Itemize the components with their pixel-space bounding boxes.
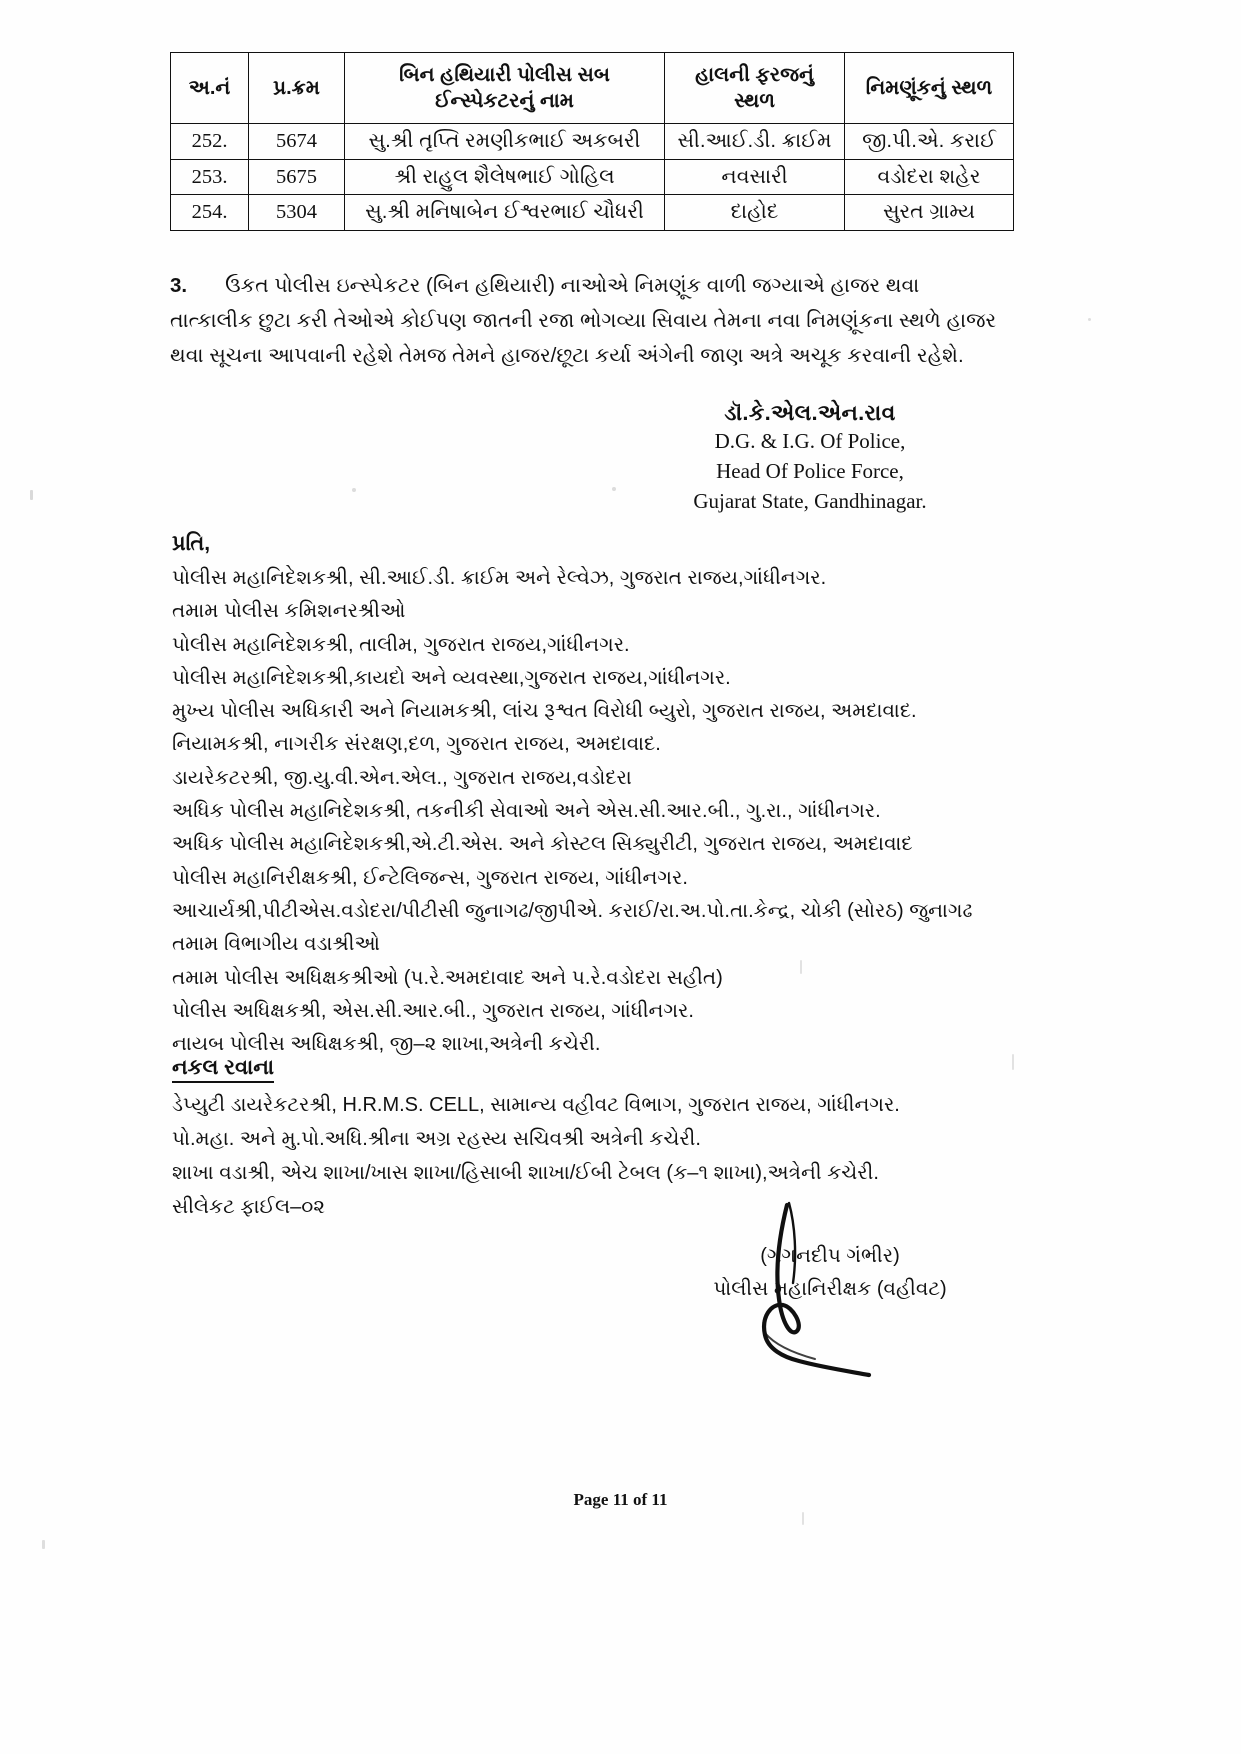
list-item: નિયામકશ્રી, નાગરીક સંરક્ષણ,દળ, ગુજરાત રાજય, અમદાવાદ. [172,733,661,756]
list-item: પોલીસ મહાનિદેશકશ્રી,કાયદો અને વ્યવસ્થા,ગુજરાત રાજય,ગાંધીનગર. [172,666,731,689]
nakal-heading: નકલ રવાના [172,1056,274,1083]
table-row [171,124,1014,160]
scan-speck [1088,318,1091,321]
cell-order-no: 5674 [249,124,345,160]
cell-current-posting: નવસારી [665,159,845,195]
header-current-posting-line2: સ્થળ [734,90,775,112]
list-item: નાયબ પોલીસ અધિક્ષકશ્રી, જી–૨ શાખા,અત્રેની કચેરી. [172,1033,601,1056]
cell-serial: 253. [171,159,249,195]
issuer-name: ડૉ.કે.એલ.એન.રાવ [724,400,896,425]
header-order-no: પ્ર.ક્રમ [249,53,345,124]
issuer-title-line1: D.G. & I.G. Of Police, [714,429,906,453]
cell-new-posting: વડોદરા શહેર [845,159,1014,195]
issuer-signature-block [600,400,1020,516]
counter-signatory-designation: પોલીસ મહાનિરીક્ષક (વહીવટ) [713,1278,947,1300]
header-officer-name-line2: ઈન્સ્પેકટરનું નામ [435,90,574,112]
issuer-title-line2: Head Of Police Force, [716,459,904,483]
counter-signature-block [640,1240,1020,1306]
page-footer: Page 11 of 11 [573,1490,668,1509]
list-item: તમામ પોલીસ કમિશનરશ્રીઓ [172,600,406,623]
cell-officer-name: સુ.શ્રી મનિષાબેન ઈશ્વરભાઈ ચૌધરી [345,195,665,231]
list-item: મુખ્ય પોલીસ અધિકારી અને નિયામકશ્રી, લાંચ રૂશ્વત વિરોધી બ્યુરો, ગુજરાત રાજય, અમદાવાદ. [172,700,917,723]
list-item: અધિક પોલીસ મહાનિદેશકશ્રી, તકનીકી સેવાઓ અને એસ.સી.આર.બી., ગુ.રા., ગાંધીનગર. [172,800,881,823]
list-item: તમામ પોલીસ અધિક્ષકશ્રીઓ (પ.રે.અમદાવાદ અને પ.રે.વડોદરા સહીત) [172,966,723,989]
cell-current-posting: દાહોદ [665,195,845,231]
cell-officer-name: શ્રી રાહુલ શૈલેષભાઈ ગોહિલ [345,159,665,195]
scan-speck [802,1512,804,1525]
issuer-title-line3: Gujarat State, Gandhinagar. [693,489,927,513]
list-item: પોલીસ મહાનિદેશકશ્રી, સી.આઈ.ડી. ક્રાઈમ અને રેલ્વેઝ, ગુજરાત રાજય,ગાંધીનગર. [172,567,827,589]
header-serial: અ.નં [171,53,249,124]
paragraph-3-number: 3. [170,274,188,297]
header-current-posting [665,53,845,124]
cell-order-no: 5675 [249,159,345,195]
header-officer-name-line1: બિન હથિયારી પોલીસ સબ [399,64,610,86]
table-body [171,124,1014,231]
list-item: અધિક પોલીસ મહાનિદેશકશ્રી,એ.ટી.એસ. અને કોસ્ટલ સિક્યુરીટી, ગુજરાત રાજય, અમદાવાદ [172,833,913,856]
paragraph-3 [170,268,1015,373]
transfer-table-container [170,52,1013,231]
paragraph-3-line3: થવા સૂચના આપવાની રહેશે તેમજ તેમને હાજર/છૂટા કર્યા અંગેની જાણ અત્રે અચૂક કરવાની રહેશે. [170,344,964,367]
nakal-list [172,1088,1052,1224]
cell-serial: 252. [171,124,249,160]
scan-speck [352,488,356,492]
list-item: પોલીસ મહાનિરીક્ષકશ્રી, ઈન્ટેલિજન્સ, ગુજરાત રાજય, ગાંધીનગર. [172,866,688,889]
list-item: પો.મહા. અને મુ.પો.અધિ.શ્રીના અગ્ર રહસ્ય સચિવશ્રી અત્રેની કચેરી. [172,1128,701,1150]
prati-heading: પ્રતિ, [172,532,211,555]
cell-officer-name: સુ.શ્રી તૃપ્તિ રમણીકભાઈ અકબરી [345,124,665,160]
list-item: ડાયરેકટરશ્રી, જી.યુ.વી.એન.એલ., ગુજરાત રાજય,વડોદરા [172,766,632,789]
table-row [171,195,1014,231]
header-new-posting: નિમણૂંકનું સ્થળ [845,53,1014,124]
cell-new-posting: જી.પી.એ. કરાઈ [845,124,1014,160]
counter-signatory-name: (ગગનદીપ ગંભીર) [760,1245,900,1267]
paragraph-3-line2: તાત્કાલીક છુટા કરી તેઓએ કોઈપણ જાતની રજા ભોગવ્યા સિવાય તેમના નવા નિમણૂંકના સ્થળે હાજર [170,309,997,332]
cell-current-posting: સી.આઈ.ડી. ક્રાઈમ [665,124,845,160]
list-item: ડેપ્યુટી ડાયરેકટરશ્રી, H.R.M.S. CELL, સામાન્ય વહીવટ વિભાગ, ગુજરાત રાજય, ગાંધીનગર. [172,1094,900,1116]
header-officer-name [345,53,665,124]
cell-serial: 254. [171,195,249,231]
paragraph-3-line1: ઉકત પોલીસ ઇન્સ્પેકટર (બિન હથિયારી) નાઓએ નિમણૂંક વાળી જગ્યાએ હાજર થવા [225,274,920,297]
list-item: આચાર્યશ્રી,પીટીએસ.વડોદરા/પીટીસી જુનાગઢ/જીપીએ. કરાઈ/રા.અ.પો.તા.કેન્દ્ર, ચોકી (સોરઠ) જુનાગઢ [172,899,973,922]
table-row [171,159,1014,195]
list-item: પોલીસ મહાનિદેશકશ્રી, તાલીમ, ગુજરાત રાજય,ગાંધીનગર. [172,633,630,656]
table-header-row [171,53,1014,124]
header-current-posting-line1: હાલની ફરજનું [695,64,814,86]
prati-list [172,562,1032,1061]
cell-order-no: 5304 [249,195,345,231]
list-item: પોલીસ અધિક્ષકશ્રી, એસ.સી.આર.બી., ગુજરાત રાજય, ગાંધીનગર. [172,999,694,1022]
list-item: સીલેકટ ફાઈલ–૦૨ [172,1196,325,1218]
scan-speck [30,490,33,500]
transfer-table [170,52,1014,231]
list-item: તમામ વિભાગીય વડાશ્રીઓ [172,933,380,956]
cell-new-posting: સુરત ગ્રામ્ય [845,195,1014,231]
list-item: શાખા વડાશ્રી, એચ શાખા/ખાસ શાખા/હિસાબી શાખા/ઈબી ટેબલ (ક–૧ શાખા),અત્રેની કચેરી. [172,1162,879,1184]
scan-speck [42,1540,45,1549]
